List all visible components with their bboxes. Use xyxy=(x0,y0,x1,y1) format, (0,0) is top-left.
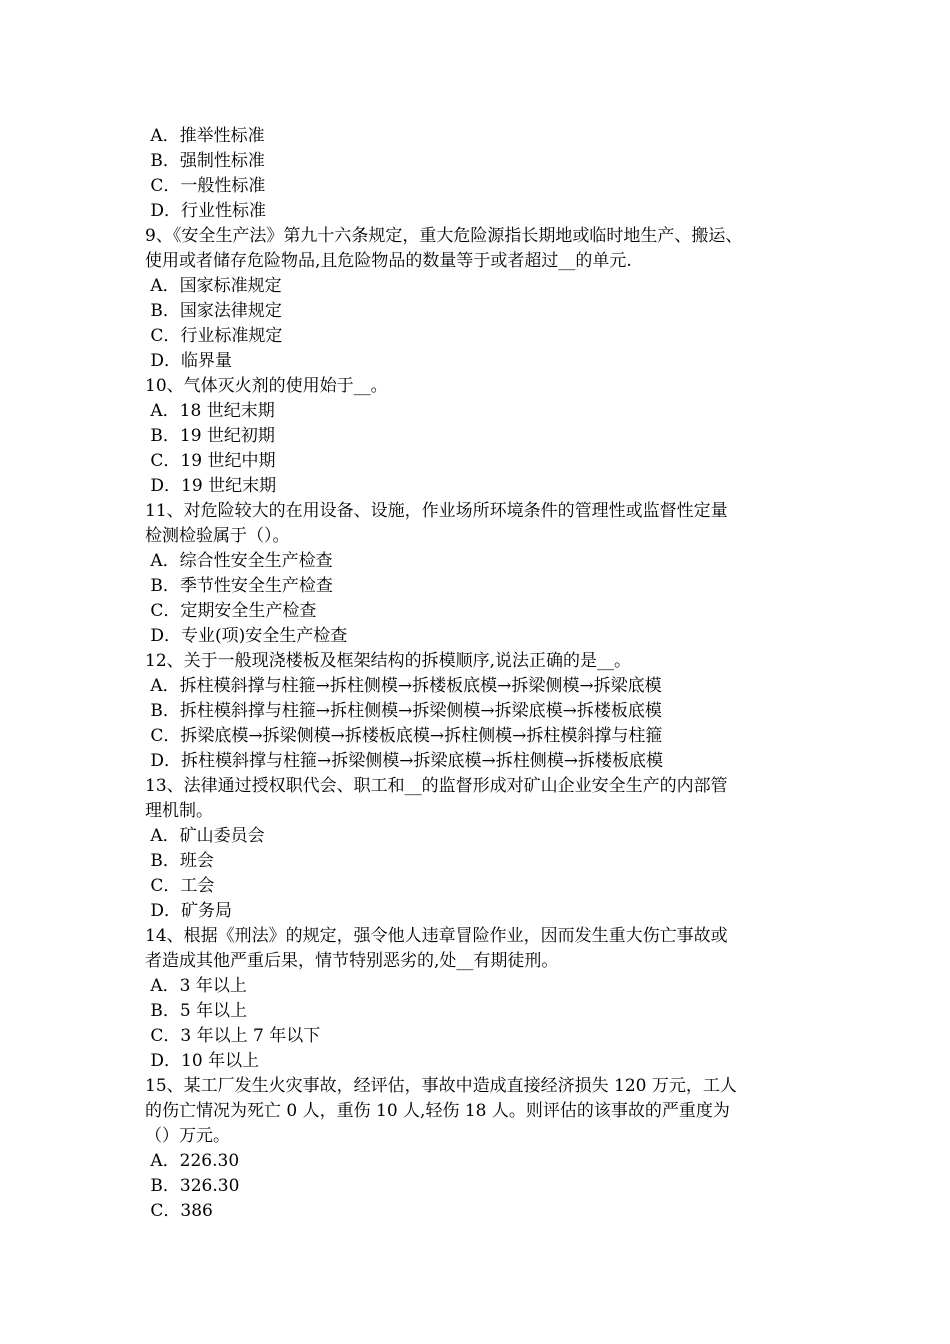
question-stem: （）万元。 xyxy=(145,1126,230,1146)
option-b: B．季节性安全生产检查 xyxy=(145,576,333,596)
question-11 xyxy=(145,499,810,649)
option-b: B．拆柱模斜撑与柱箍→拆柱侧模→拆梁侧模→拆梁底模→拆楼板底模 xyxy=(145,701,662,721)
option-b: B．班会 xyxy=(145,851,214,871)
option-c: C．工会 xyxy=(145,876,215,896)
option-a: A．226.30 xyxy=(145,1151,240,1171)
option-a: A．18 世纪末期 xyxy=(145,401,275,421)
option-c: C．拆梁底模→拆梁侧模→拆楼板底模→拆柱侧模→拆柱模斜撑与柱箍 xyxy=(145,726,663,746)
question-stem: 的伤亡情况为死亡 0 人，重伤 10 人,轻伤 18 人。则评估的该事故的严重度为 xyxy=(145,1101,730,1121)
option-d: D．临界量 xyxy=(145,351,233,371)
question-stem: 理机制。 xyxy=(145,801,213,821)
option-c: C．386 xyxy=(145,1201,213,1221)
question-stem: 者造成其他严重后果，情节特别恶劣的,处__有期徒刑。 xyxy=(145,951,559,971)
question-stem: 12、关于一般现浇楼板及框架结构的拆模顺序,说法正确的是__。 xyxy=(145,651,632,671)
question-13 xyxy=(145,774,810,924)
option-a: A．推举性标准 xyxy=(145,126,265,146)
question-12 xyxy=(145,649,810,774)
question-8-options xyxy=(145,124,810,224)
question-stem: 使用或者储存危险物品,且危险物品的数量等于或者超过__的单元. xyxy=(145,251,632,271)
option-c: C．3 年以上 7 年以下 xyxy=(145,1026,321,1046)
option-c: C．定期安全生产检查 xyxy=(145,601,317,621)
option-b: B．326.30 xyxy=(145,1176,240,1196)
option-b: B．19 世纪初期 xyxy=(145,426,275,446)
option-a: A．矿山委员会 xyxy=(145,826,265,846)
question-stem: 9、《安全生产法》第九十六条规定，重大危险源指长期地或临时地生产、搬运、 xyxy=(145,226,743,246)
option-d: D．10 年以上 xyxy=(145,1051,260,1071)
option-d: D．行业性标准 xyxy=(145,201,267,221)
option-a: A．拆柱模斜撑与柱箍→拆柱侧模→拆楼板底模→拆梁侧模→拆梁底模 xyxy=(145,676,662,696)
question-9 xyxy=(145,224,810,374)
question-stem: 15、某工厂发生火灾事故，经评估，事故中造成直接经济损失 120 万元，工人 xyxy=(145,1076,737,1096)
option-c: C．行业标准规定 xyxy=(145,326,283,346)
option-c: C．一般性标准 xyxy=(145,176,266,196)
option-b: B．国家法律规定 xyxy=(145,301,282,321)
option-b: B．5 年以上 xyxy=(145,1001,248,1021)
option-d: D．专业(项)安全生产检查 xyxy=(145,626,348,646)
question-stem: 11、对危险较大的在用设备、设施，作业场所环境条件的管理性或监督性定量 xyxy=(145,501,728,521)
option-d: D．矿务局 xyxy=(145,901,233,921)
question-stem: 14、根据《刑法》的规定，强令他人违章冒险作业，因而发生重大伤亡事故或 xyxy=(145,926,728,946)
question-15 xyxy=(145,1074,810,1224)
option-b: B．强制性标准 xyxy=(145,151,265,171)
question-10 xyxy=(145,374,810,499)
document-page xyxy=(145,124,810,1224)
option-c: C．19 世纪中期 xyxy=(145,451,276,471)
question-stem: 检测检验属于（）。 xyxy=(145,526,290,546)
question-stem: 10、气体灭火剂的使用始于__。 xyxy=(145,376,388,396)
option-a: A．综合性安全生产检查 xyxy=(145,551,333,571)
option-a: A．国家标准规定 xyxy=(145,276,282,296)
option-d: D．拆柱模斜撑与柱箍→拆梁侧模→拆梁底模→拆柱侧模→拆楼板底模 xyxy=(145,751,664,771)
option-a: A．3 年以上 xyxy=(145,976,247,996)
question-14 xyxy=(145,924,810,1074)
option-d: D．19 世纪末期 xyxy=(145,476,277,496)
question-stem: 13、法律通过授权职代会、职工和__的监督形成对矿山企业安全生产的内部管 xyxy=(145,776,728,796)
